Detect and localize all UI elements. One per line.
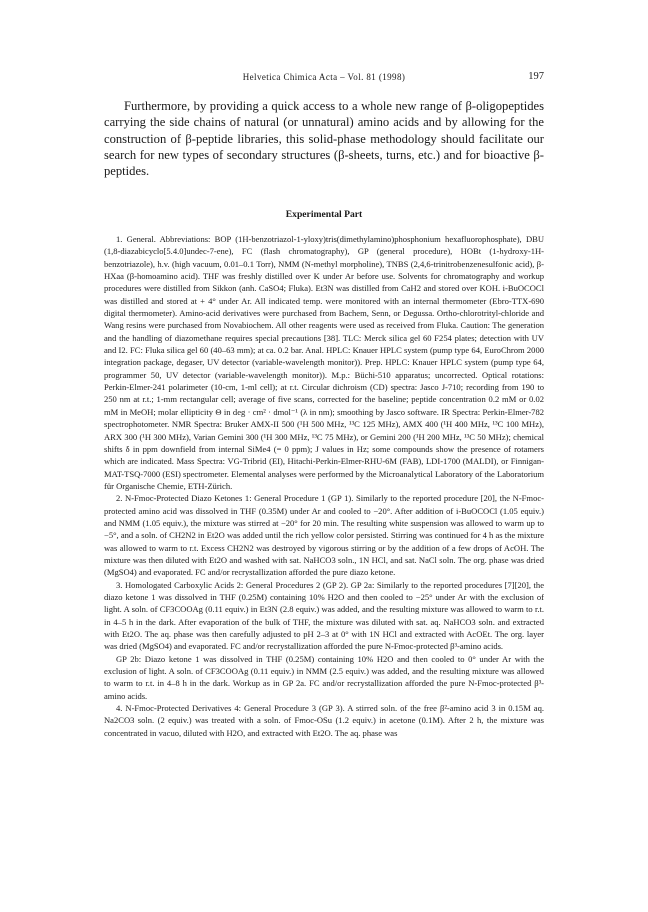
page-number: 197 xyxy=(528,71,544,82)
running-header: Helvetica Chimica Acta – Vol. 81 (1998) xyxy=(242,72,406,82)
experimental-body xyxy=(104,233,544,739)
paragraph-gp2b: GP 2b: Diazo ketone 1 was dissolved in THF (0.25M) containing 10% H2O and then cooled to 0° under Ar with the exclusion of light. A soln. of CF3COOAg (0.11 equiv.) in NMM (2.5 equiv.) was added, and the resulting mixture was allowed to warm to r.t. in 4–8 h in the dark. Workup as in GP 2a. FC and/or recrystallization afforded the pure N-Fmoc-protected β³-amino acids. xyxy=(104,653,544,701)
intro-paragraph: Furthermore, by providing a quick access to a whole new range of β-oligopeptides carrying the side chains of natural (or unnatural) amino acids and by allowing for the construction of β-peptide libraries, this solid-phase methodology should facilitate our search for new types of secondary structures (β-sheets, turns, etc.) and for bioactive β-peptides. xyxy=(104,99,544,179)
paragraph-fmoc-derivatives: 4. N-Fmoc-Protected Derivatives 4: General Procedure 3 (GP 3). A stirred soln. of the free β²-amino acid 3 in 0.15M aq. Na2CO3 soln. (2 equiv.) was treated with a soln. of Fmoc-OSu (1.2 equiv.) in acetone (0.1M). After 2 h, the mixture was concentrated in vacuo, diluted with H2O, and extracted with Et2O. The aq. phase was xyxy=(104,703,544,738)
intro-section xyxy=(104,98,544,179)
section-title: Experimental Part xyxy=(285,209,363,220)
paragraph-general: 1. General. Abbreviations: BOP (1H-benzotriazol-1-yloxy)tris(dimethylamino)phosphonium hexafluorophosphate), DBU (1,8-diazabicyclo[5.4.0]undec-7-ene), FC (flash chromatography), GP (general procedure), HOBt (1-hydroxy-1H-benzotriazole), h.v. (high vacuum, 0.01–0.1 Torr), NMM (N-methyl morpholine), TNBS (2,4,6-trinitrobenzenesulfonic acid), β-HXaa (β-homoamino acid). THF was freshly distilled over K under Ar before use. Solvents for chromatography and workup procedures were distilled from Sikkon (anh. CaSO4; Fluka). Et3N was distilled from CaH2 and stored over KOH. i-BuOCOCl was distilled and stored at + 4° under Ar. All indicated temp. were monitored with an internal thermometer (Ebro-TTX-690 digital thermometer). Amino-acid derivatives were purchased from Bachem, Senn, or Degussa. Ortho-chlorotrityl-chloride and Wang resins were purchased from Novabiochem. All other reagents were used as received from Fluka. Caution: The generation and the handling of diazomethane requires special precautions [38]. TLC: Merck silica gel 60 F254 plates; detection with UV and I2. FC: Fluka silica gel 60 (40–63 mm); at ca. 0.2 bar. Anal. HPLC: Knauer HPLC system (pump type 64, EuroChrom 2000 integration package, degaser, UV detector (variable-wavelength monitor)). Prep. HPLC: Knauer HPLC system (pump type 64, programmer 50, UV detector (variable-wavelength monitor)). M.p.: Büchi-510 apparatus; uncorrected. Optical rotations: Perkin-Elmer-241 polarimeter (10-cm, 1-ml cell); at r.t. Circular dichroism (CD) spectra: Jasco J-710; recording from 190 to 250 nm at r.t.; 1-mm rectangular cell; average of five scans, corrected for the baseline; peptide concentration 0.2 mM or 0.02 mM in MeOH; molar ellipticity Θ in deg · cm² · dmol⁻¹ (λ in nm); smoothing by Jasco software. IR Spectra: Perkin-Elmer-782 spectrophotometer. NMR Spectra: Bruker AMX-II 500 (¹H 500 MHz, ¹³C 125 MHz), AMX 400 (¹H 400 MHz, ¹³C 100 MHz), ARX 300 (¹H 300 MHz), Varian Gemini 300 (¹H 300 MHz, ¹³C 75 MHz), or Gemini 200 (¹H 200 MHz, ¹³C 50 MHz); chemical shifts δ in ppm downfield from internal SiMe4 (= 0 ppm); J values in Hz; some compounds show the presence of rotamers which are indicated. Mass Spectra: VG-Tribrid (EI), Hitachi-Perkin-Elmer-RHU-6M (FAB), LDI-1700 (MALDI), or Finnigan-MAT-TSQ-7000 (ESI) spectrometer. Elemental analyses were performed by the Microanalytical Laboratory of the Laboratorium für Organische Chemie, ETH-Zürich. xyxy=(104,234,544,491)
paragraph-carboxylic-acids: 3. Homologated Carboxylic Acids 2: General Procedures 2 (GP 2). GP 2a: Similarly to the reported procedures [7][20], the diazo ketone 1 was dissolved in THF (0.25M) containing 10% H2O and then cooled to −25° under Ar with the exclusion of light. A soln. of CF3COOAg (0.11 equiv.) in Et3N (2.8 equiv.) was added, and the resulting mixture was allowed to warm to r.t. in 4–5 h in the dark. After evaporation of the bulk of THF, the mixture was diluted with sat. aq. NaHCO3 soln. and extracted with Et2O. The aq. phase was then carefully adjusted to pH 2–3 at 0° with 1N HCl and extracted with AcOEt. The org. layer was dried (MgSO4) and evaporated. FC and/or recrystallization afforded the pure N-Fmoc-protected β³-amino acids. xyxy=(104,579,544,652)
paragraph-diazo-ketones: 2. N-Fmoc-Protected Diazo Ketones 1: General Procedure 1 (GP 1). Similarly to the reported procedure [20], the N-Fmoc-protected amino acid was dissolved in THF (0.35M) under Ar and cooled to −20°. After addition of i-BuOCOCl (1.05 equiv.) and NMM (1.05 equiv.), the mixture was stirred at −20° for 20 min. The resulting white suspension was allowed to warm up to −5°, and a soln. of CH2N2 in Et2O was added until the rich yellow color persisted. Stirring was continued for 4 h as the mixture was allowed to warm to r.t. Excess CH2N2 was destroyed by vigorous stirring or by the addition of a few drops of AcOH. The mixture was then diluted with Et2O and washed with sat. NaHCO3 soln., 1N HCl, and sat. NaCl soln. The org. phase was dried (MgSO4) and evaporated. FC and/or recrystallization afforded the pure diazo ketone. xyxy=(104,493,544,578)
